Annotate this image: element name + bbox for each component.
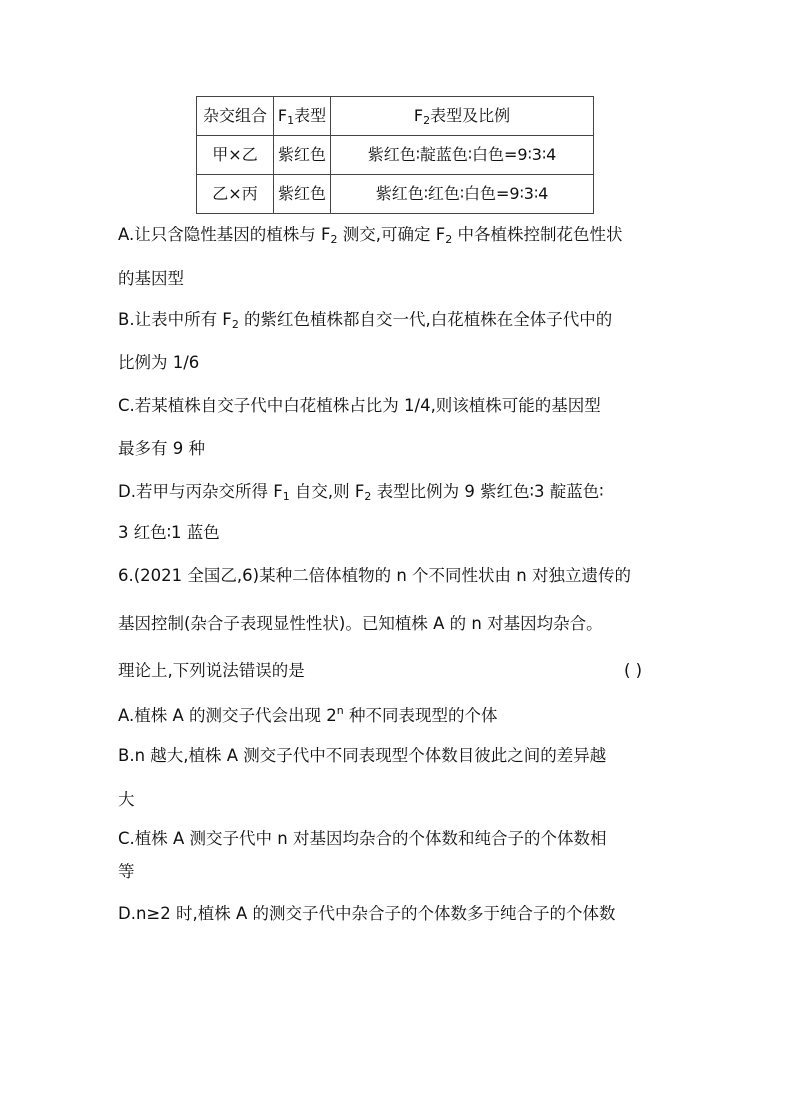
answer-bracket: ( ): [624, 661, 643, 680]
header-f2: $F_2$表型及比例: [331, 97, 594, 136]
cell-cross: 乙×丙: [197, 175, 274, 214]
cell-f2: 紫红色∶红色∶白色=9∶3∶4: [331, 175, 594, 214]
q6-option-c-line2: 等: [118, 862, 135, 881]
q5-option-a-line1: A.让只含隐性基因的植株与 $F_2$ 测交,可确定 $F_2$ 中各植株控制花色性状: [118, 225, 623, 246]
q6-option-d: D.n≥2 时,植株 A 的测交子代中杂合子的个体数多于纯合子的个体数: [118, 904, 616, 923]
q5-option-c-line1: C.若某植株自交子代中白花植株占比为 1/4,则该植株可能的基因型: [118, 396, 601, 415]
header-f1: $F_1$表型: [274, 97, 331, 136]
q5-option-d-line2: 3 红色∶1 蓝色: [118, 523, 220, 542]
q6-stem-line3: 理论上,下列说法错误的是: [118, 661, 305, 680]
q6-stem-line2: 基因控制(杂合子表现显性性状)。已知植株 A 的 n 对基因均杂合。: [118, 614, 603, 633]
header-cross: 杂交组合: [197, 97, 274, 136]
table-row: [197, 136, 594, 175]
q5-option-b-line1: B.让表中所有 $F_2$ 的紫红色植株都自交一代,白花植株在全体子代中的: [118, 310, 613, 331]
table-row: [197, 175, 594, 214]
cell-f1: 紫红色: [274, 175, 331, 214]
cell-f1: 紫红色: [274, 136, 331, 175]
q5-option-c-line2: 最多有 9 种: [118, 439, 205, 458]
q5-option-b-line2: 比例为 1/6: [118, 353, 200, 372]
q6-option-a: A.植株 A 的测交子代会出现 2$^n$ 种不同表现型的个体: [118, 704, 498, 725]
table-header-row: [197, 97, 594, 136]
cell-f2: 紫红色∶靛蓝色∶白色=9∶3∶4: [331, 136, 594, 175]
q6-option-b-line2: 大: [118, 790, 135, 809]
q6-stem-line1: 6.(2021 全国乙,6)某种二倍体植物的 n 个不同性状由 n 对独立遗传的: [118, 566, 631, 585]
cell-cross: 甲×乙: [197, 136, 274, 175]
q6-option-b-line1: B.n 越大,植株 A 测交子代中不同表现型个体数目彼此之间的差异越: [118, 746, 607, 765]
cross-results-table: [196, 96, 594, 214]
q5-option-d-line1: D.若甲与丙杂交所得 $F_1$ 自交,则 $F_2$ 表型比例为 9 紫红色∶3 靛蓝色∶: [118, 482, 604, 503]
q6-option-c-line1: C.植株 A 测交子代中 n 对基因均杂合的个体数和纯合子的个体数相: [118, 829, 607, 848]
q5-option-a-line2: 的基因型: [118, 269, 184, 288]
